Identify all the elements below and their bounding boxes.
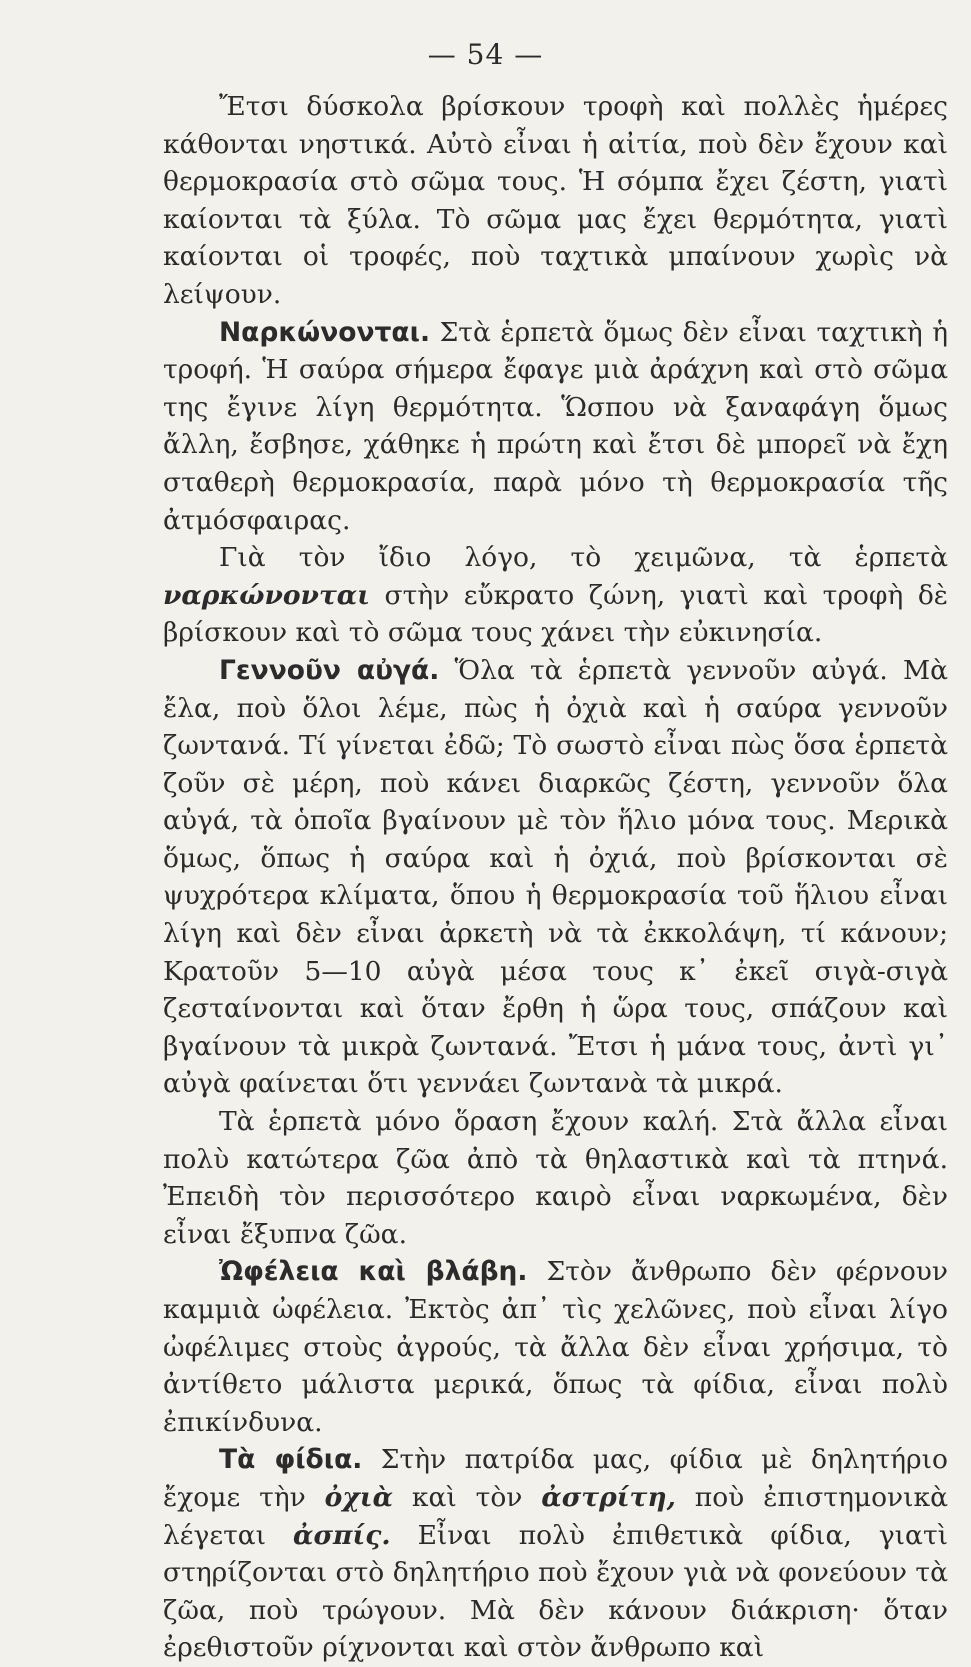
paragraph-text: ποὺ ἐπιστημονικὰ λέγεται bbox=[163, 1481, 948, 1551]
paragraph-text: Στὸν ἄνθρωπο δὲν φέρνουν καμμιὰ ὠφέλεια. Ἐκτὸς ἀπ᾿ τὶς χελῶνες, ποὺ εἶναι λίγο ὠφέλιμες στοὺς ἀγρούς, τὰ ἄλλα δὲν εἶναι χρήσιμα, τὸ ἀντίθετο μάλιστα μερικά, ὅπως τὰ φίδια, εἶναι πολὺ ἐπικίνδυνα. bbox=[163, 1256, 948, 1438]
emphasis-text: ἀστρίτη, bbox=[541, 1481, 676, 1513]
paragraph-text: καὶ τὸν bbox=[393, 1481, 542, 1513]
body-text bbox=[163, 88, 948, 1667]
section-heading: Γεννοῦν αὐγά. bbox=[219, 654, 440, 686]
paragraph bbox=[163, 652, 948, 1103]
paragraph-text: Στὰ ἑρπετὰ ὅμως δὲν εἶναι ταχτικὴ ἡ τροφή. Ἡ σαύρα σήμερα ἔφαγε μιὰ ἀράχνη καὶ στὸ σῶμα της ἔγινε λίγη θερμότητα. Ὥσπου νὰ ξαναφάγη ὅμως ἄλλη, ἔσβησε, χάθηκε ἡ πρώτη καὶ ἔτσι δὲ μπορεῖ νὰ ἔχη σταθερὴ θερμοκρασία, παρὰ μόνο τὴ θερμοκρασία τῆς ἀτμόσφαιρας. bbox=[163, 316, 948, 536]
section-heading: Ὠφέλεια καὶ βλάβη. bbox=[219, 1256, 528, 1288]
paragraph-text: στὴν εὔκρατο ζώνη, γιατὶ καὶ τροφὴ δὲ βρίσκουν καὶ τὸ σῶμα τους χάνει τὴν εὐκινησία. bbox=[163, 579, 948, 649]
paragraph bbox=[163, 1441, 948, 1667]
section-heading: Τὰ φίδια. bbox=[219, 1444, 363, 1476]
paragraph-text: Εἶναι πολὺ ἐπιθετικὰ φίδια, γιατὶ στηρίζονται στὸ δηλητήριο ποὺ ἔχουν γιὰ νὰ φονεύουν τὰ ζῶα, ποὺ τρώγουν. Μὰ δὲν κάνουν διάκριση· ὅταν ἐρεθιστοῦν ρίχνονται καὶ στὸν ἄνθρωπο καὶ bbox=[163, 1519, 948, 1664]
paragraph-text: Γιὰ τὸν ἴδιο λόγο, τὸ χειμῶνα, τὰ ἑρπετὰ bbox=[219, 542, 948, 574]
paragraph bbox=[163, 539, 948, 652]
paragraph-text: Ὅλα τὰ ἑρπετὰ γεννοῦν αὐγά. Μὰ ἔλα, ποὺ ὅλοι λέμε, πὼς ἡ ὀχιὰ καὶ ἡ σαύρα γεννοῦν ζωντανά. Τί γίνεται ἐδῶ; Τὸ σωστὸ εἶναι πὼς ὅσα ἑρπετὰ ζοῦν σὲ μέρη, ποὺ κάνει διαρκῶς ζέστη, γεννοῦν ὅλα αὐγά, τὰ ὁποῖα βγαίνουν μὲ τὸν ἥλιο μόνα τους. Μερικὰ ὅμως, ὅπως ἡ σαύρα καὶ ἡ ὀχιά, ποὺ βρίσκονται σὲ ψυχρότερα κλίματα, ὅπου ἡ θερμοκρασία τοῦ ἥλιου εἶναι λίγη καὶ δὲν εἶναι ἀρκετὴ νὰ τὰ ἐκκολάψη, τί κάνουν; Κρατοῦν 5—10 αὐγὰ μέσα τους κ᾿ ἐκεῖ σιγὰ-σιγὰ ζεσταίνονται καὶ ὅταν ἔρθη ἡ ὥρα τους, σπάζουν καὶ βγαίνουν τὰ μικρὰ ζωντανά. Ἔτσι ἡ μάνα τους, ἀντὶ γι᾿ αὐγὰ φαίνεται ὅτι γεννάει ζωντανὰ τὰ μικρά. bbox=[163, 654, 948, 1100]
paragraph bbox=[163, 314, 948, 540]
paragraph-text: Ἔτσι δύσκολα βρίσκουν τροφὴ καὶ πολλὲς ἡμέρες κάθονται νηστικά. Αὐτὸ εἶναι ἡ αἰτία, ποὺ δὲν ἔχουν καὶ θερμοκρασία στὸ σῶμα τους. Ἡ σόμπα ἔχει ζέστη, γιατὶ καίονται τὰ ξύλα. Τὸ σῶμα μας ἔχει θερμότητα, γιατὶ καίονται οἱ τροφές, ποὺ ταχτικὰ μπαίνουν χωρὶς νὰ λείψουν. bbox=[163, 91, 948, 310]
page-number: — 54 — bbox=[427, 38, 544, 71]
paragraph-text: Τὰ ἑρπετὰ μόνο ὅραση ἔχουν καλή. Στὰ ἄλλα εἶναι πολὺ κατώτερα ζῶα ἀπὸ τὰ θηλαστικὰ καὶ τὰ πτηνά. Ἐπειδὴ τὸν περισσότερο καιρὸ εἶναι ναρκωμένα, δὲν εἶναι ἔξυπνα ζῶα. bbox=[163, 1106, 948, 1250]
emphasis-text: ἀσπίς. bbox=[293, 1519, 391, 1551]
paragraph-text: Στὴν πατρίδα μας, φίδια μὲ δηλητήριο ἔχομε τὴν bbox=[163, 1444, 948, 1513]
paragraph bbox=[163, 88, 948, 314]
paragraph bbox=[163, 1103, 948, 1253]
paragraph bbox=[163, 1253, 948, 1441]
section-heading: Ναρκώνονται. bbox=[219, 316, 431, 348]
emphasis-text: ναρκώνονται bbox=[163, 579, 370, 611]
emphasis-text: ὀχιὰ bbox=[324, 1481, 393, 1513]
